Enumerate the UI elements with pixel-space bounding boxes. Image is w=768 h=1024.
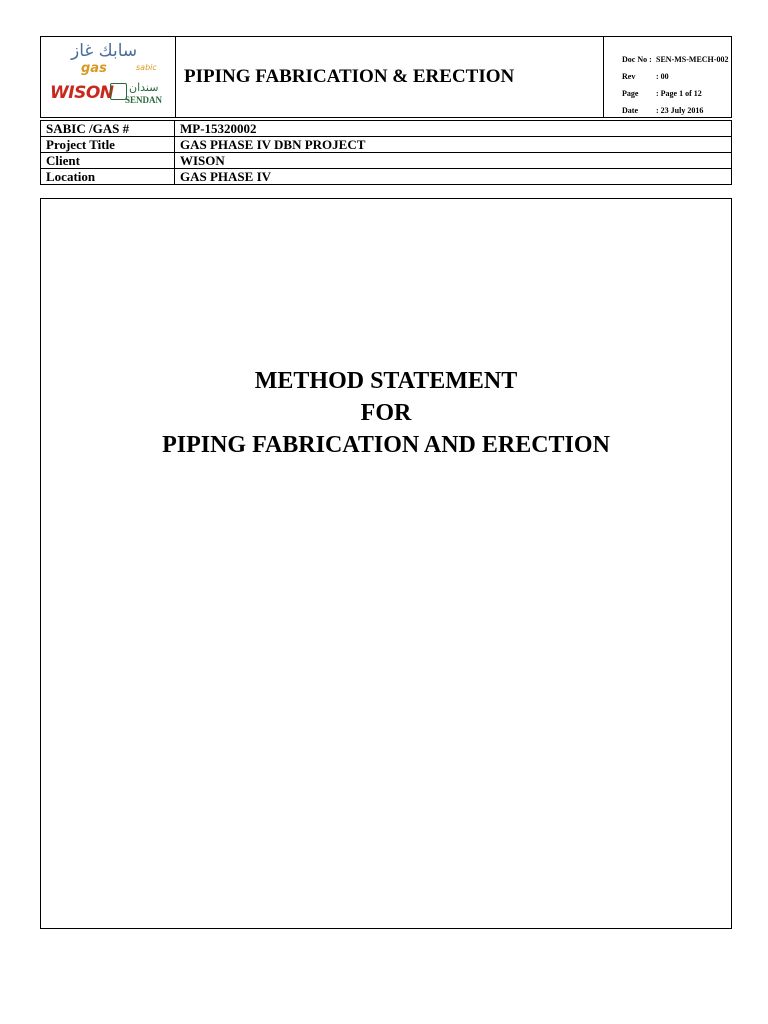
document-meta — [604, 37, 731, 117]
cover-title-line3: PIPING FABRICATION AND ERECTION — [162, 432, 610, 458]
wison-logo: WISON — [50, 83, 114, 103]
sabic-logo-text: sabic — [136, 63, 157, 72]
sendan-arabic-logo: سندان — [129, 81, 159, 94]
cover-title-line2: FOR — [360, 400, 412, 426]
project-info-table — [40, 120, 732, 185]
cover-title — [41, 365, 731, 461]
table-row — [41, 169, 732, 185]
meta-value: : 23 July 2016 — [656, 106, 704, 115]
table-row — [41, 137, 732, 153]
meta-value: SEN-MS-MECH-002 — [656, 55, 729, 64]
info-value: GAS PHASE IV DBN PROJECT — [175, 137, 732, 153]
meta-value: : Page 1 of 12 — [656, 89, 702, 98]
info-label: Project Title — [41, 137, 175, 153]
meta-doc-no — [622, 51, 731, 68]
info-label: Client — [41, 153, 175, 169]
sendan-logo: SENDAN — [125, 95, 163, 105]
meta-page — [622, 85, 731, 102]
gas-logo-text: gas — [81, 61, 107, 76]
meta-rev — [622, 68, 731, 85]
meta-key: Doc No : — [622, 55, 652, 64]
cover-box — [40, 198, 732, 929]
table-row — [41, 153, 732, 169]
meta-date — [622, 102, 731, 119]
sabic-gas-arabic-logo: سابك غاز — [71, 41, 138, 61]
table-row — [41, 121, 732, 137]
company-logos — [41, 37, 176, 117]
info-value: WISON — [175, 153, 732, 169]
info-label: Location — [41, 169, 175, 185]
info-value: MP-15320002 — [175, 121, 732, 137]
meta-value: : 00 — [656, 72, 669, 81]
meta-key: Date — [622, 106, 638, 115]
meta-key: Page — [622, 89, 639, 98]
document-title: PIPING FABRICATION & ERECTION — [176, 37, 604, 117]
info-value: GAS PHASE IV — [175, 169, 732, 185]
info-label: SABIC /GAS # — [41, 121, 175, 137]
meta-key: Rev — [622, 72, 636, 81]
cover-title-line1: METHOD STATEMENT — [254, 368, 518, 394]
document-header — [40, 36, 732, 118]
